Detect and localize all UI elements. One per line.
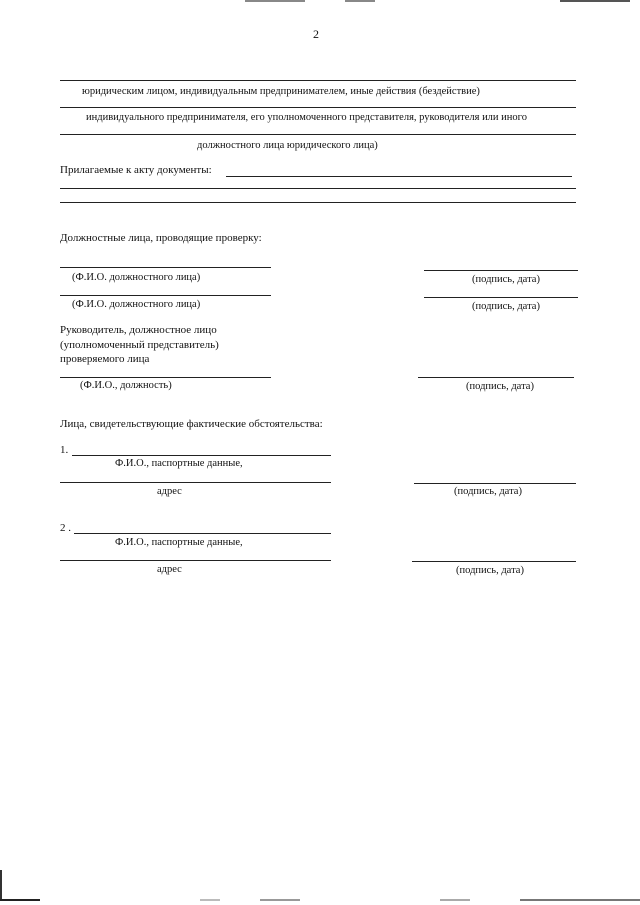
head-name-caption: (Ф.И.О., должность) (80, 380, 172, 391)
head-heading-line-2: (уполномоченный представитель) (60, 339, 219, 351)
name-line (60, 295, 271, 296)
scan-artifact (560, 0, 630, 2)
fill-line (60, 482, 331, 483)
signature-line (424, 270, 578, 271)
name-line (60, 377, 271, 378)
witness-address-caption: адрес (157, 564, 182, 575)
caption-line-3: должностного лица юридического лица) (197, 140, 378, 151)
scan-artifact (0, 899, 640, 901)
signature-line (418, 377, 574, 378)
head-heading-line-3: проверяемого лица (60, 353, 150, 365)
witness-number: 2 . (60, 522, 71, 534)
fill-line (72, 455, 331, 456)
witness-sign-caption: (подпись, дата) (454, 486, 522, 497)
witness-name-caption: Ф.И.О., паспортные данные, (115, 458, 243, 469)
inspector-sign-caption: (подпись, дата) (472, 301, 540, 312)
witness-address-caption: адрес (157, 486, 182, 497)
inspectors-heading: Должностные лица, проводящие проверку: (60, 232, 262, 244)
fill-line (60, 80, 576, 81)
witnesses-heading: Лица, свидетельствующие фактические обстоятельства: (60, 418, 323, 430)
inspector-name-caption: (Ф.И.О. должностного лица) (72, 299, 201, 310)
fill-line (60, 107, 576, 108)
head-sign-caption: (подпись, дата) (466, 381, 534, 392)
signature-line (414, 483, 576, 484)
head-heading-line-1: Руководитель, должностное лицо (60, 324, 217, 336)
attachments-label: Прилагаемые к акту документы: (60, 164, 212, 176)
fill-line (60, 188, 576, 189)
witness-number: 1. (60, 444, 69, 456)
witness-sign-caption: (подпись, дата) (456, 565, 524, 576)
signature-line (412, 561, 576, 562)
scan-artifact (345, 0, 375, 2)
fill-line (60, 560, 331, 561)
fill-line (60, 202, 576, 203)
caption-line-2: индивидуального предпринимателя, его уполномоченного представителя, руководителя или иного (86, 112, 527, 123)
fill-line (74, 533, 331, 534)
name-line (60, 267, 271, 268)
inspector-name-caption: (Ф.И.О. должностного лица) (72, 272, 201, 283)
caption-line-1: юридическим лицом, индивидуальным предпринимателем, иные действия (бездействие) (82, 86, 480, 97)
signature-line (424, 297, 578, 298)
fill-line (60, 134, 576, 135)
scan-artifact (245, 0, 305, 2)
scan-artifact (0, 870, 2, 900)
witness-name-caption: Ф.И.О., паспортные данные, (115, 537, 243, 548)
fill-line (226, 176, 572, 177)
inspector-sign-caption: (подпись, дата) (472, 274, 540, 285)
page-number: 2 (313, 27, 319, 41)
